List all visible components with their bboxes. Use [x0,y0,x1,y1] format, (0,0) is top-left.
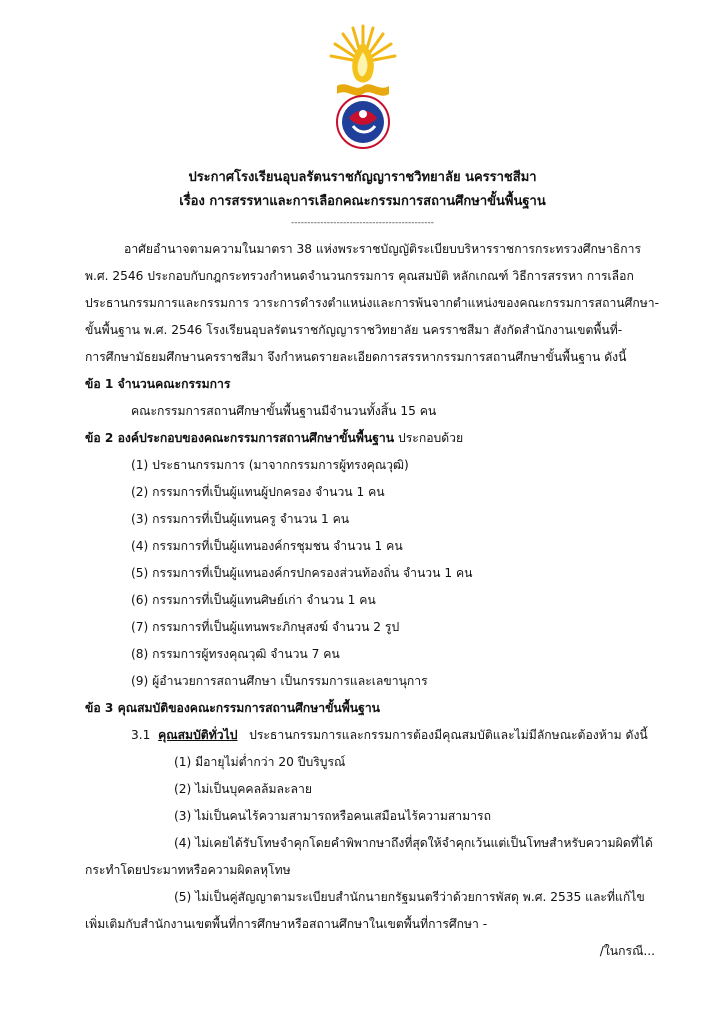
intro-line: อาศัยอำนาจตามความในมาตรา 38 แห่งพระราชบัญญัติระเบียบบริหารราชการกระทรวงศึกษาธิการ [124,242,642,256]
clause-3-1-text: ประธานกรรมการและกรรมการต้องมีคุณสมบัติและไม่มีลักษณะต้องห้าม ดังนี้ [249,728,648,742]
list-item: (5) กรรมการที่เป็นผู้แทนองค์กรปกครองส่วนท้องถิ่น จำนวน 1 คน [131,566,473,580]
announcement-title: ประกาศโรงเรียนอุบลรัตนราชกัญญาราชวิทยาลัย นครราชสีมา [188,170,537,185]
list-item: (3) ไม่เป็นคนไร้ความสามารถหรือคนเสมือนไร้ความสามารถ [174,809,491,823]
school-emblem-logo [327,22,399,152]
clause-3-1-row [131,727,648,743]
list-item: (2) กรรมการที่เป็นผู้แทนผู้ปกครอง จำนวน 1 คน [131,485,385,499]
intro-line: การศึกษามัธยมศึกษานครราชสีมา จึงกำหนดรายละเอียดการสรรหากรรมการสถานศึกษาขั้นพื้นฐาน ดังนี้ [85,350,627,364]
clause-3-heading: ข้อ 3 คุณสมบัติของคณะกรรมการสถานศึกษาขั้นพื้นฐาน [85,701,380,715]
clause-3-1-number: 3.1 [131,728,151,742]
list-item-continuation: กระทำโดยประมาทหรือความผิดลหุโทษ [85,863,291,877]
clause-2-heading: ข้อ 2 องค์ประกอบของคณะกรรมการสถานศึกษาขั้นพื้นฐาน [85,431,395,445]
page-continuation-marker: /ในกรณี... [599,944,655,958]
list-item: (1) ประธานกรรมการ (มาจากกรรมการผู้ทรงคุณวุฒิ) [131,458,409,472]
clause-1-text: คณะกรรมการสถานศึกษาขั้นพื้นฐานมีจำนวนทั้งสิ้น 15 คน [131,404,437,418]
clause-2-heading-row [85,430,463,446]
intro-line: พ.ศ. 2546 ประกอบกับกฎกระทรวงกำหนดจำนวนกรรมการ คุณสมบัติ หลักเกณฑ์ วิธีการสรรหา การเลือก [85,269,634,283]
intro-line: ขั้นพื้นฐาน พ.ศ. 2546 โรงเรียนอุบลรัตนราชกัญญาราชวิทยาลัย นครราชสีมา สังกัดสำนักงานเขตพื้นที่- [85,323,623,337]
clause-1-heading: ข้อ 1 จำนวนคณะกรรมการ [85,377,231,391]
announcement-subject: เรื่อง การสรรหาและการเลือกคณะกรรมการสถานศึกษาขั้นพื้นฐาน [179,194,546,209]
clause-3-1-heading: คุณสมบัติทั่วไป [158,728,238,742]
list-item-continuation: เพิ่มเติมกับสำนักงานเขตพื้นที่การศึกษาหรือสถานศึกษาในเขตพื้นที่การศึกษา - [85,917,488,931]
list-item: (3) กรรมการที่เป็นผู้แทนครู จำนวน 1 คน [131,512,350,526]
list-item: (2) ไม่เป็นบุคคลล้มละลาย [174,782,313,796]
clause-2-suffix: ประกอบด้วย [397,431,464,445]
list-item: (8) กรรมการผู้ทรงคุณวุฒิ จำนวน 7 คน [131,647,340,661]
list-item: (4) ไม่เคยได้รับโทษจำคุกโดยคำพิพากษาถึงที่สุดให้จำคุกเว้นแต่เป็นโทษสำหรับความผิดที่ได้ [174,836,653,850]
intro-line: ประธานกรรมการและกรรมการ วาระการดำรงตำแหน่งและการพ้นจากตำแหน่งของคณะกรรมการสถานศึกษา- [85,296,660,310]
list-item: (7) กรรมการที่เป็นผู้แทนพระภิกษุสงฆ์ จำนวน 2 รูป [131,620,400,634]
list-item: (1) มีอายุไม่ต่ำกว่า 20 ปีบริบูรณ์ [174,755,346,769]
list-item: (6) กรรมการที่เป็นผู้แทนศิษย์เก่า จำนวน 1 คน [131,593,376,607]
list-item: (4) กรรมการที่เป็นผู้แทนองค์กรชุมชน จำนวน 1 คน [131,539,403,553]
list-item: (5) ไม่เป็นคู่สัญญาตามระเบียบสำนักนายกรัฐมนตรีว่าด้วยการพัสดุ พ.ศ. 2535 และที่แก้ไข [174,890,645,904]
list-item: (9) ผู้อำนวยการสถานศึกษา เป็นกรรมการและเลขานุการ [131,674,428,688]
title-divider: -------------------------------------------- [291,218,434,228]
